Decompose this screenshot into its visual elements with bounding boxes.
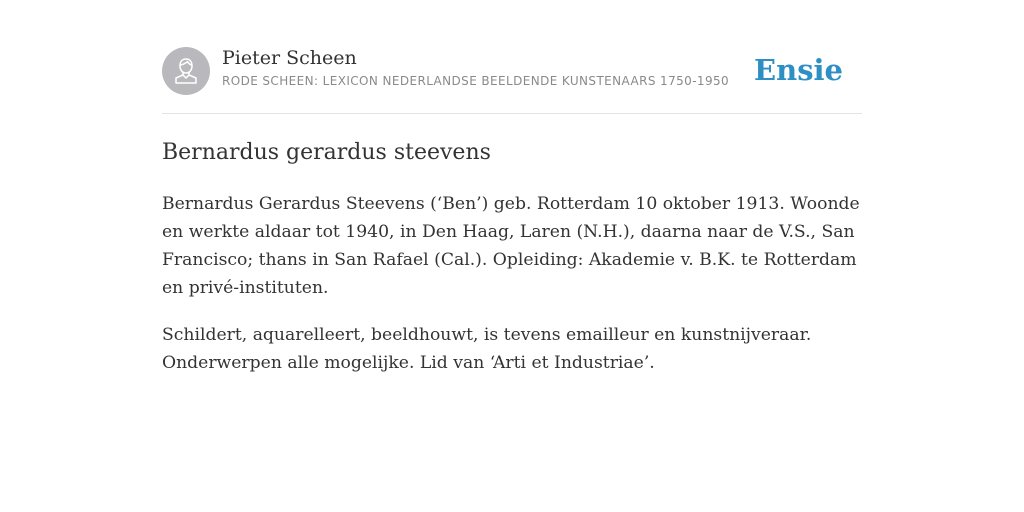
user-icon <box>172 56 200 86</box>
article-title: Bernardus gerardus steevens <box>162 140 491 165</box>
author-block <box>222 46 729 89</box>
avatar[interactable] <box>162 47 210 95</box>
paragraph: Bernardus Gerardus Steevens (‘Ben’) geb. Rotterdam 10 oktober 1913. Woonde en werkte aldaar tot 1940, in Den Haag, Laren (N.H.), daarna naar de V.S., San Francisco; thans in San Rafael (Cal.). Opleiding: Akademie v. B.K. te Rotterdam en privé-instituten. <box>162 194 860 298</box>
author-name[interactable]: Pieter Scheen <box>222 47 357 69</box>
paragraph: Schildert, aquarelleert, beeldhouwt, is tevens emailleur en kunstnijveraar. Onderwerpen alle mogelijke. Lid van ‘Arti et Industriae’. <box>162 325 812 373</box>
ensie-logo[interactable]: Ensie <box>754 53 843 87</box>
divider <box>162 113 862 114</box>
source-title[interactable]: RODE SCHEEN: LEXICON NEDERLANDSE BEELDENDE KUNSTENAARS 1750-1950 <box>222 74 730 88</box>
article-header <box>162 46 862 96</box>
article-body <box>162 190 862 396</box>
article-card <box>162 46 862 373</box>
